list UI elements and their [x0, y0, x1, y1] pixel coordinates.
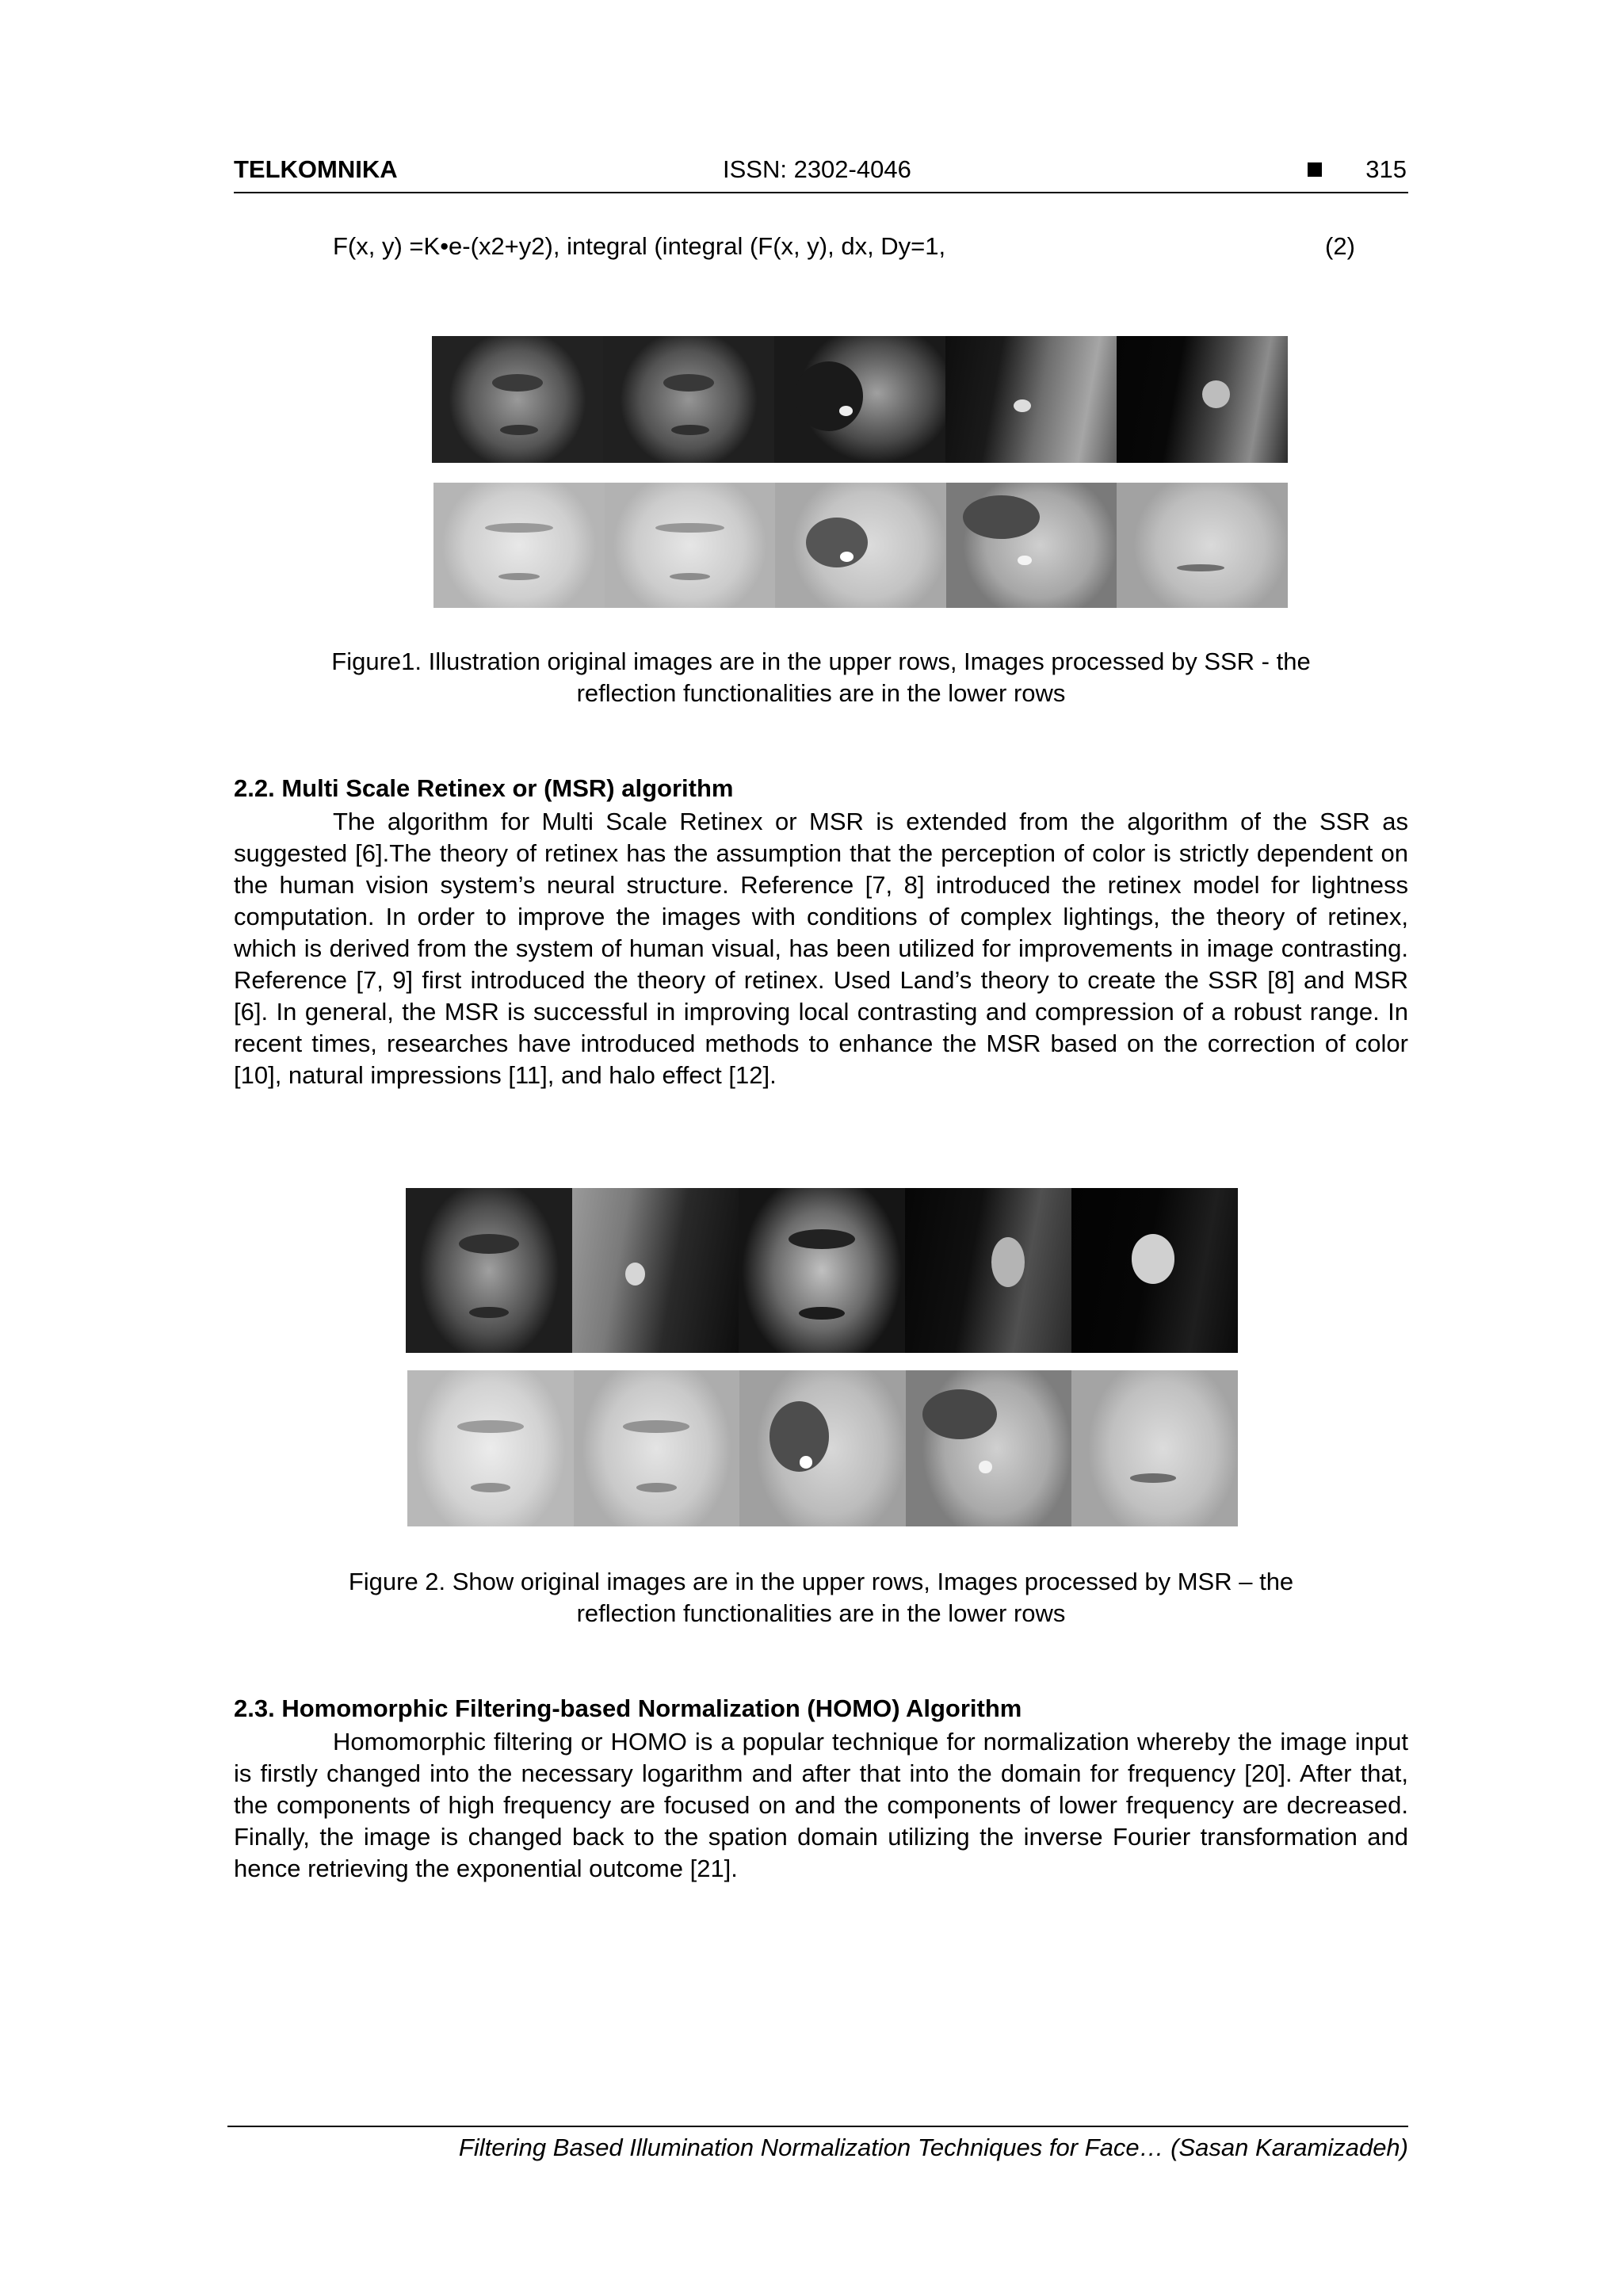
- figure-1-caption: [234, 646, 1408, 709]
- page-number: 315: [1365, 155, 1407, 183]
- figure-1-original-row: [432, 336, 1288, 463]
- face-image: [739, 1188, 905, 1353]
- square-bullet-icon: [1308, 162, 1322, 177]
- face-image: [775, 483, 946, 608]
- face-image: [1071, 1370, 1238, 1526]
- journal-name: TELKOMNIKA: [234, 155, 398, 183]
- figure-2-processed-row: [407, 1370, 1238, 1526]
- figure-1-processed-row: [433, 483, 1288, 608]
- section-heading-2-3: 2.3. Homomorphic Filtering-based Normalization (HOMO) Algorithm: [234, 1694, 1022, 1722]
- equation-number: (2): [1325, 232, 1355, 260]
- face-image: [407, 1370, 574, 1526]
- running-header: [234, 155, 1408, 193]
- caption-line: Figure1. Illustration original images are in the upper rows, Images processed by SSR - the: [331, 648, 1311, 675]
- face-image: [572, 1188, 739, 1353]
- face-image: [1117, 336, 1288, 463]
- section-heading-2-2: 2.2. Multi Scale Retinex or (MSR) algorithm: [234, 774, 734, 802]
- footer-rule: [227, 2126, 1408, 2127]
- equation-2: F(x, y) =K•e-(x2+y2), integral (integral (F(x, y), dx, Dy=1,: [333, 232, 946, 260]
- face-image: [574, 1370, 740, 1526]
- face-image: [1117, 483, 1288, 608]
- face-image: [739, 1370, 906, 1526]
- face-image: [603, 336, 774, 463]
- caption-line: reflection functionalities are in the lower rows: [576, 679, 1066, 707]
- face-image: [945, 336, 1117, 463]
- face-image: [946, 483, 1117, 608]
- caption-line: reflection functionalities are in the lower rows: [576, 1599, 1066, 1627]
- face-image: [1071, 1188, 1238, 1353]
- figure-2-original-row: [406, 1188, 1238, 1353]
- running-footer: Filtering Based Illumination Normalization Techniques for Face… (Sasan Karamizadeh): [458, 2134, 1408, 2161]
- figure-2-caption: [234, 1566, 1408, 1629]
- caption-line: Figure 2. Show original images are in the upper rows, Images processed by MSR – the: [348, 1568, 1294, 1595]
- face-image: [432, 336, 603, 463]
- face-image: [605, 483, 776, 608]
- face-image: [774, 336, 945, 463]
- issn: ISSN: 2302-4046: [723, 155, 911, 183]
- face-image: [433, 483, 605, 608]
- face-image: [406, 1188, 572, 1353]
- section-2-2-paragraph: The algorithm for Multi Scale Retinex or MSR is extended from the algorithm of the SSR as suggested [6].The theory of retinex has the assumption that the perception of color is strictly dependent on the human vision system’s neural structure. Reference [7, 8] introduced the retinex model for lightness computation. In order to improve the images with conditions of complex lightings, the theory of retinex, which is derived from the system of human visual, has been utilized for improvements in image contrasting. Reference [7, 9] first introduced the theory of retinex. Used Land’s theory to create the SSR [8] and MSR [6]. In general, the MSR is successful in improving local contrasting and compression of a robust range. In recent times, researches have introduced methods to enhance the MSR based on the correction of color [10], natural impressions [11], and halo effect [12].: [234, 808, 1408, 1089]
- section-2-3-paragraph: Homomorphic filtering or HOMO is a popular technique for normalization whereby the image input is firstly changed into the necessary logarithm and after that into the domain for frequency [20]. After that, the components of high frequency are focused on and the components of lower frequency are decreased. Finally, the image is changed back to the spation domain utilizing the inverse Fourier transformation and hence retrieving the exponential outcome [21].: [234, 1728, 1408, 1882]
- face-image: [905, 1188, 1071, 1353]
- face-image: [906, 1370, 1072, 1526]
